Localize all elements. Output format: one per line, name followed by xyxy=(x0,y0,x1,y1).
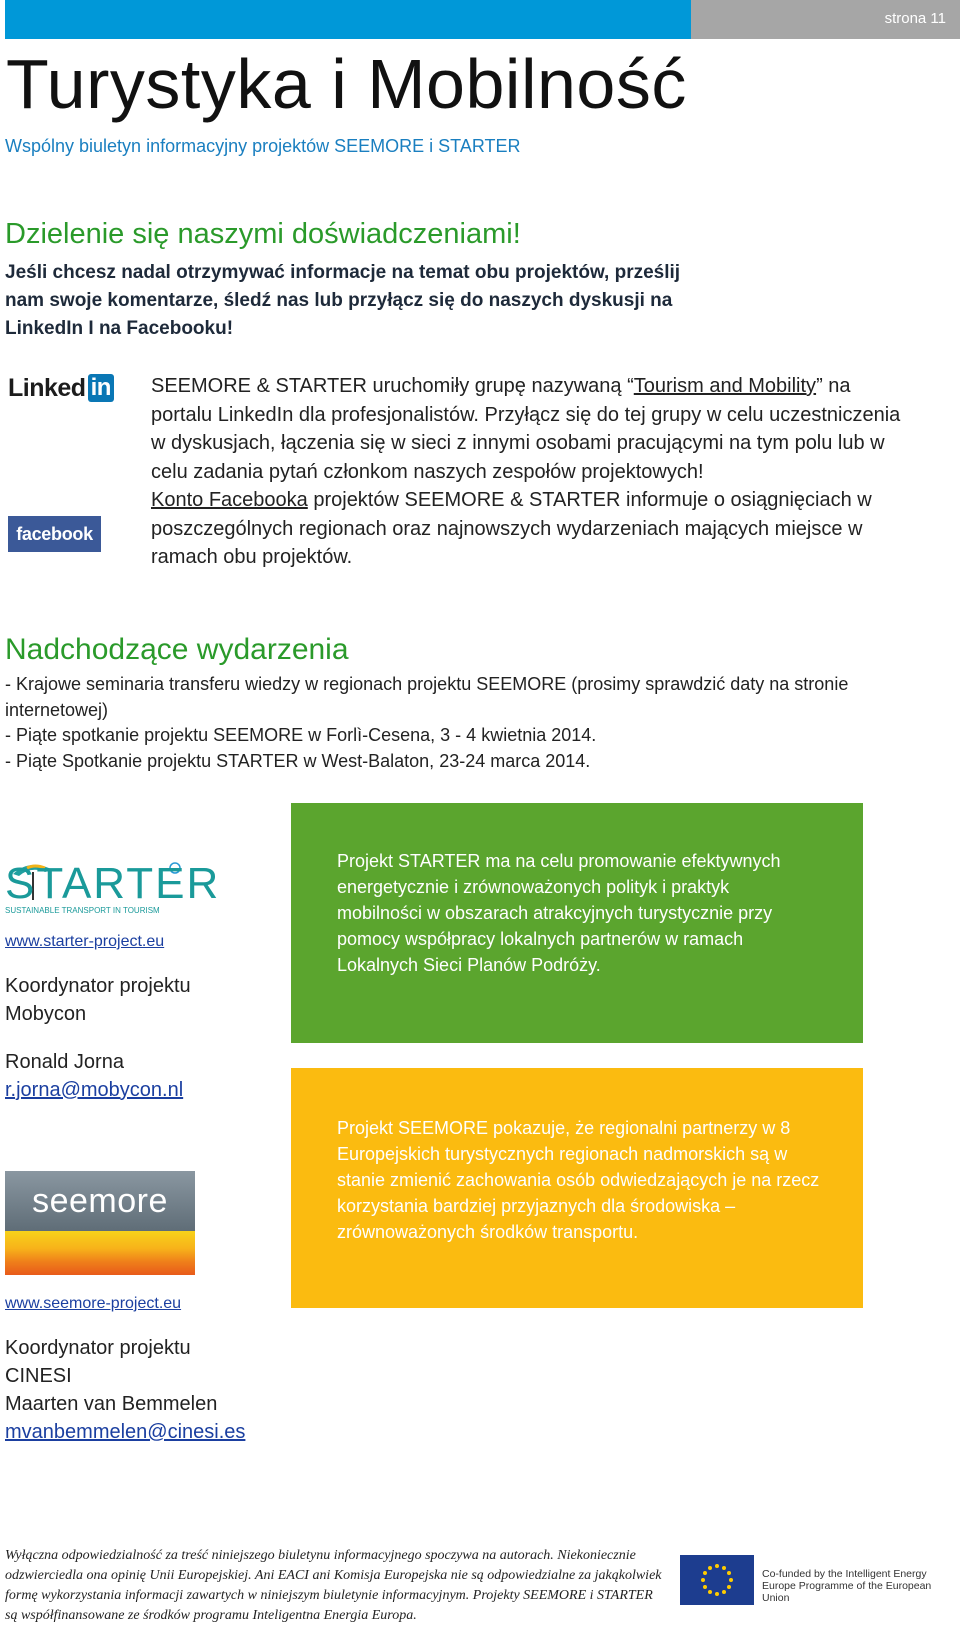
starter-website-link[interactable]: www.starter-project.eu xyxy=(5,933,165,950)
starter-description: Projekt STARTER ma na celu promowanie efektywnych energetycznie i zrównoważonych polityk i praktyk mobilności w obszarach atrakcyjnych turystycznie przy pomocy współpracy lokalnych partnerów w ramach Lokalnych Sieci Planów Podróży. xyxy=(337,851,781,975)
linkedin-text-start: SEEMORE & STARTER uruchomiły grupę nazywaną “ xyxy=(151,375,634,397)
linkedin-text-end: ” na portalu LinkedIn dla profesjonalistów. Przyłącz się do tej grupy w celu uczestniczenia w dyskusjach, łączenia się w sieci z innymi osobami pracującymi na tym polu lub w celu zadania pytań członkom naszych zespołów projektowych! xyxy=(151,375,901,483)
starter-contact-email[interactable]: r.jorna@mobycon.nl xyxy=(5,1079,184,1101)
seemore-logo-stripes xyxy=(5,1231,195,1275)
seemore-contact-email[interactable]: mvanbemmelen@cinesi.es xyxy=(5,1421,246,1443)
linkedin-group-link[interactable]: Tourism and Mobility xyxy=(633,375,817,397)
share-heading: Dzielenie się naszymi doświadczeniami! xyxy=(5,218,521,250)
page-number: strona 11 xyxy=(884,10,946,27)
seemore-coordinator-org: CINESI xyxy=(5,1365,72,1387)
newsletter-title: Turystyka i Mobilność xyxy=(6,45,687,123)
linkedin-logo[interactable] xyxy=(8,374,114,402)
share-intro: Jeśli chcesz nadal otrzymywać informacje na temat obu projektów, prześlij nam swoje komentarze, śledź nas lub przyłącz się do naszych dyskusji na LinkedIn I na Facebooku! xyxy=(5,262,681,339)
linkedin-in-icon: in xyxy=(88,374,114,402)
seemore-logo-text: seemore xyxy=(32,1181,168,1220)
facebook-text: projektów SEEMORE & STARTER informuje o osiągnięciach w poszczególnych regionach oraz najnowszych wydarzeniach mających miejsce w ramach obu projektów. xyxy=(151,489,872,568)
linkedin-logo-text: Linked xyxy=(8,373,86,402)
facebook-logo[interactable] xyxy=(8,516,101,552)
eu-flag xyxy=(680,1555,754,1605)
seemore-contact xyxy=(5,1290,245,1446)
seemore-description: Projekt SEEMORE pokazuje, że regionalni partnerzy w 8 Europejskich turystycznych regionach nadmorskich są w stanie zmienić zachowania osób odwiedzających je na rzecz korzystania bardziej przyjaznych dla środowiska – zrównoważonych środków transportu. xyxy=(337,1118,820,1242)
event-item: - Piąte spotkanie projektu SEEMORE w Forlì-Cesena, 3 - 4 kwietnia 2014. xyxy=(5,725,597,745)
facebook-account-link[interactable]: Konto Facebooka xyxy=(151,489,308,511)
seemore-logo xyxy=(5,1171,195,1275)
eu-cofunding-text: Co-funded by the Intelligent Energy Europe Programme of the European Union xyxy=(762,1568,932,1604)
events-list xyxy=(5,672,935,774)
starter-logo-tagline: SUSTAINABLE TRANSPORT IN TOURISM xyxy=(5,906,160,915)
starter-logo-text: STARTER xyxy=(5,859,221,908)
starter-contact xyxy=(5,928,191,1104)
header-blue-bar xyxy=(5,0,691,39)
footer-disclaimer: Wyłączna odpowiedzialność za treść niniejszego biuletynu informacyjnego spoczywa na autorach. Niekoniecznie odzwierciedla ona opinię Unii Europejskiej. Ani EACI ani Komisja Europejska nie są odpowiedzialne za jakąkolwiek formę wykorzystania informacji zawartych w niniejszym biuletynie informacyjnym. Projekty SEEMORE i STARTER są współfinansowane ze środków programu Inteligentna Energia Europa. xyxy=(5,1548,662,1623)
events-heading: Nadchodzące wydarzenia xyxy=(5,633,349,666)
event-item: - Krajowe seminaria transferu wiedzy w regionach projektu SEEMORE (prosimy sprawdzić daty na stronie internetowej) xyxy=(5,674,849,720)
starter-logo xyxy=(5,859,221,915)
starter-coordinator-org: Mobycon xyxy=(5,1003,87,1025)
seemore-website-link[interactable]: www.seemore-project.eu xyxy=(5,1295,182,1312)
newsletter-subtitle: Wspólny biuletyn informacyjny projektów SEEMORE i STARTER xyxy=(5,136,521,156)
event-item: - Piąte Spotkanie projektu STARTER w West-Balaton, 23-24 marca 2014. xyxy=(5,750,591,771)
facebook-logo-text: facebook xyxy=(16,523,93,544)
seemore-contact-name: Maarten van Bemmelen xyxy=(5,1393,218,1415)
seemore-coordinator-label: Koordynator projektu xyxy=(5,1337,191,1359)
starter-coordinator-label: Koordynator projektu xyxy=(5,975,191,997)
seemore-logo-top xyxy=(5,1171,195,1231)
starter-contact-name: Ronald Jorna xyxy=(5,1051,124,1073)
eu-stars-icon xyxy=(680,1555,754,1605)
social-description xyxy=(151,372,911,572)
